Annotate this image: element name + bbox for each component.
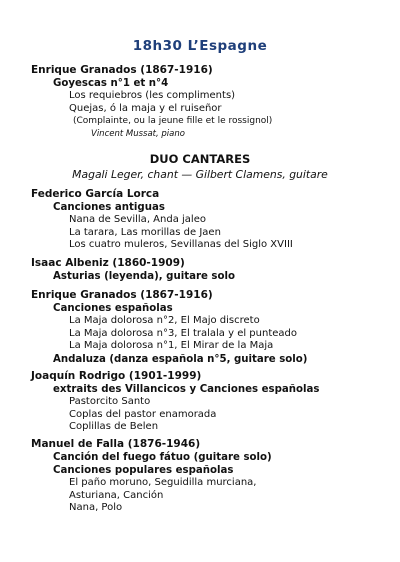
composer-name: Joaquín Rodrigo (1901-1999) [31,370,202,382]
section-granados-canciones [31,289,390,366]
piece-item: La Maja dolorosa n°3, El tralala y el punteado [69,327,297,339]
piece-item: Nana de Sevilla, Anda jaleo [69,214,206,225]
ensemble-title: DUO CANTARES [149,152,251,166]
piece-item: La Maja dolorosa n°2, El Majo discreto [69,315,260,326]
piece-item: Quejas, ó la maja y el ruiseñor [69,102,222,114]
composer-name: Federico García Lorca [31,188,160,200]
piece-item: La tarara, Las morillas de Jaen [69,226,221,238]
work-title: Asturias (leyenda), guitare solo [53,271,235,282]
piece-item: Nana, Polo [69,502,123,513]
section-rodrigo [31,370,390,434]
work-title: extraits des Villancicos y Canciones españolas [53,384,320,395]
work-title: Canciones populares españolas [53,465,234,476]
piece-item: Coplillas de Belen [69,421,159,432]
work-title: Canciones antiguas [53,202,165,213]
piece-translation: (Complainte, ou la jeune fille et le rossignol) [73,116,273,126]
piece-item: La Maja dolorosa n°1, El Mirar de la Maja [69,340,274,351]
composer-name: Isaac Albeniz (1860-1909) [31,257,185,269]
ensemble-members: Magali Leger, chant — Gilbert Clamens, guitare [72,168,328,181]
composer-name: Manuel de Falla (1876-1946) [31,438,201,450]
composer-name: Enrique Granados (1867-1916) [31,64,213,76]
work-title: Canción del fuego fátuo (guitare solo) [53,452,272,463]
page-title: 18h30 L’Espagne [132,38,268,54]
piece-item: Pastorcito Santo [69,396,151,407]
work-title: Andaluza (danza española n°5, guitare solo) [53,353,308,365]
piece-item: Coplas del pastor enamorada [69,408,217,420]
section-granados-goyescas [31,64,390,140]
work-title: Canciones españolas [53,303,173,314]
piece-item: El paño moruno, Seguidilla murciana, [69,477,257,488]
piece-item: Asturiana, Canción [69,489,164,501]
performer-credit: Vincent Mussat, piano [91,128,185,139]
section-albeniz [31,257,390,283]
section-falla [31,438,390,515]
piece-item: Los requiebros (les compliments) [69,90,236,101]
section-lorca [31,188,390,252]
composer-name: Enrique Granados (1867-1916) [31,289,213,301]
work-title: Goyescas n°1 et n°4 [53,78,169,89]
piece-item: Los cuatro muleros, Sevillanas del Siglo XVIII [69,239,293,250]
